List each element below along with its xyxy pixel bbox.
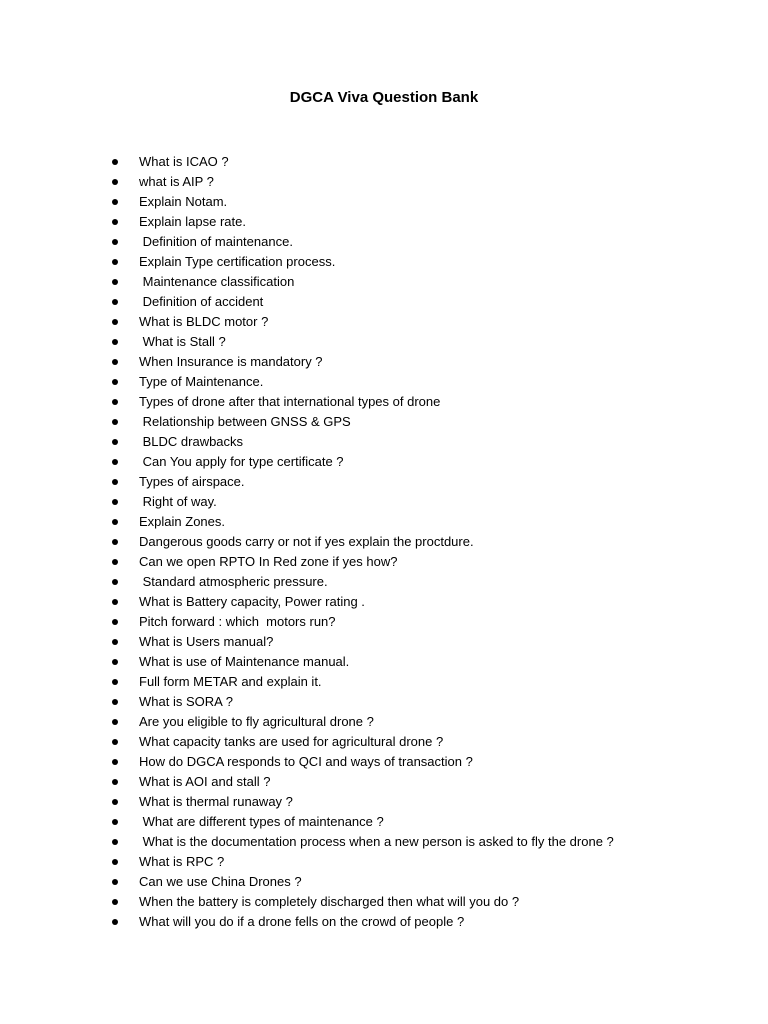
list-item	[112, 532, 732, 552]
list-item	[112, 612, 732, 632]
question-text: What is RPC ?	[139, 854, 225, 869]
bullet-icon	[112, 659, 118, 665]
question-text: What are different types of maintenance ?	[139, 814, 384, 829]
question-text: Full form METAR and explain it.	[139, 674, 322, 689]
list-item	[112, 252, 732, 272]
list-item	[112, 232, 732, 252]
list-item	[112, 632, 732, 652]
list-item	[112, 212, 732, 232]
question-text: What is ICAO ?	[139, 154, 229, 169]
question-text: Maintenance classification	[139, 274, 295, 289]
bullet-icon	[112, 519, 118, 525]
list-item	[112, 732, 732, 752]
bullet-icon	[112, 359, 118, 365]
list-item	[112, 372, 732, 392]
question-text: Are you eligible to fly agricultural drone ?	[139, 714, 374, 729]
bullet-icon	[112, 819, 118, 825]
question-text: Dangerous goods carry or not if yes explain the proctdure.	[139, 534, 474, 549]
bullet-icon	[112, 319, 118, 325]
bullet-icon	[112, 179, 118, 185]
bullet-icon	[112, 419, 118, 425]
bullet-icon	[112, 559, 118, 565]
bullet-icon	[112, 739, 118, 745]
bullet-icon	[112, 439, 118, 445]
list-item	[112, 432, 732, 452]
list-item	[112, 472, 732, 492]
question-text: Can we open RPTO In Red zone if yes how?	[139, 554, 398, 569]
bullet-icon	[112, 719, 118, 725]
list-item	[112, 392, 732, 412]
bullet-icon	[112, 759, 118, 765]
question-text: Explain Zones.	[139, 514, 225, 529]
list-item	[112, 412, 732, 432]
question-text: What is AOI and stall ?	[139, 774, 271, 789]
question-text: Can You apply for type certificate ?	[139, 454, 344, 469]
list-item	[112, 172, 732, 192]
list-item	[112, 572, 732, 592]
question-text: When Insurance is mandatory ?	[139, 354, 323, 369]
list-item	[112, 792, 732, 812]
bullet-icon	[112, 679, 118, 685]
question-text: What capacity tanks are used for agricultural drone ?	[139, 734, 444, 749]
bullet-icon	[112, 799, 118, 805]
page-title: DGCA Viva Question Bank	[289, 89, 479, 106]
bullet-icon	[112, 499, 118, 505]
bullet-icon	[112, 779, 118, 785]
bullet-icon	[112, 279, 118, 285]
question-text: Right of way.	[139, 494, 217, 509]
question-text: What is use of Maintenance manual.	[139, 654, 350, 669]
bullet-icon	[112, 539, 118, 545]
list-item	[112, 512, 732, 532]
question-text: Explain Type certification process.	[139, 254, 336, 269]
bullet-icon	[112, 699, 118, 705]
bullet-icon	[112, 639, 118, 645]
bullet-icon	[112, 219, 118, 225]
list-item	[112, 712, 732, 732]
question-text: When the battery is completely discharged then what will you do ?	[139, 894, 520, 909]
bullet-icon	[112, 879, 118, 885]
list-item	[112, 692, 732, 712]
bullet-icon	[112, 599, 118, 605]
list-item	[112, 152, 732, 172]
list-item	[112, 552, 732, 572]
list-item	[112, 672, 732, 692]
list-item	[112, 852, 732, 872]
list-item	[112, 272, 732, 292]
question-text: Types of airspace.	[139, 474, 245, 489]
list-item	[112, 492, 732, 512]
question-text: What is Stall ?	[139, 334, 226, 349]
question-text: Definition of accident	[139, 294, 264, 309]
bullet-icon	[112, 919, 118, 925]
bullet-icon	[112, 859, 118, 865]
list-item	[112, 652, 732, 672]
question-list	[112, 152, 732, 932]
question-text: Types of drone after that international types of drone	[139, 394, 441, 409]
question-text: What is the documentation process when a new person is asked to fly the drone ?	[139, 834, 614, 849]
question-text: Standard atmospheric pressure.	[139, 574, 328, 589]
list-item	[112, 192, 732, 212]
question-text: Can we use China Drones ?	[139, 874, 302, 889]
bullet-icon	[112, 339, 118, 345]
bullet-icon	[112, 899, 118, 905]
question-text: what is AIP ?	[139, 174, 214, 189]
list-item	[112, 312, 732, 332]
question-text: Relationship between GNSS & GPS	[139, 414, 351, 429]
question-text: What will you do if a drone fells on the crowd of people ?	[139, 914, 465, 929]
list-item	[112, 772, 732, 792]
question-text: Explain Notam.	[139, 194, 228, 209]
bullet-icon	[112, 159, 118, 165]
list-item	[112, 832, 732, 852]
bullet-icon	[112, 299, 118, 305]
list-item	[112, 892, 732, 912]
list-item	[112, 332, 732, 352]
list-item	[112, 812, 732, 832]
bullet-icon	[112, 379, 118, 385]
bullet-icon	[112, 199, 118, 205]
list-item	[112, 352, 732, 372]
question-text: Pitch forward : which motors run?	[139, 614, 336, 629]
question-text: How do DGCA responds to QCI and ways of transaction ?	[139, 754, 473, 769]
bullet-icon	[112, 239, 118, 245]
bullet-icon	[112, 459, 118, 465]
bullet-icon	[112, 399, 118, 405]
bullet-icon	[112, 579, 118, 585]
question-text: BLDC drawbacks	[139, 434, 244, 449]
bullet-icon	[112, 619, 118, 625]
question-text: What is thermal runaway ?	[139, 794, 293, 809]
question-text: What is Users manual?	[139, 634, 274, 649]
question-text: Definition of maintenance.	[139, 234, 293, 249]
question-text: Type of Maintenance.	[139, 374, 264, 389]
question-text: What is BLDC motor ?	[139, 314, 269, 329]
question-text: Explain lapse rate.	[139, 214, 246, 229]
bullet-icon	[112, 839, 118, 845]
question-text: What is SORA ?	[139, 694, 233, 709]
list-item	[112, 872, 732, 892]
question-text: What is Battery capacity, Power rating .	[139, 594, 365, 609]
list-item	[112, 912, 732, 932]
list-item	[112, 452, 732, 472]
list-item	[112, 292, 732, 312]
list-item	[112, 592, 732, 612]
bullet-icon	[112, 259, 118, 265]
list-item	[112, 752, 732, 772]
bullet-icon	[112, 479, 118, 485]
